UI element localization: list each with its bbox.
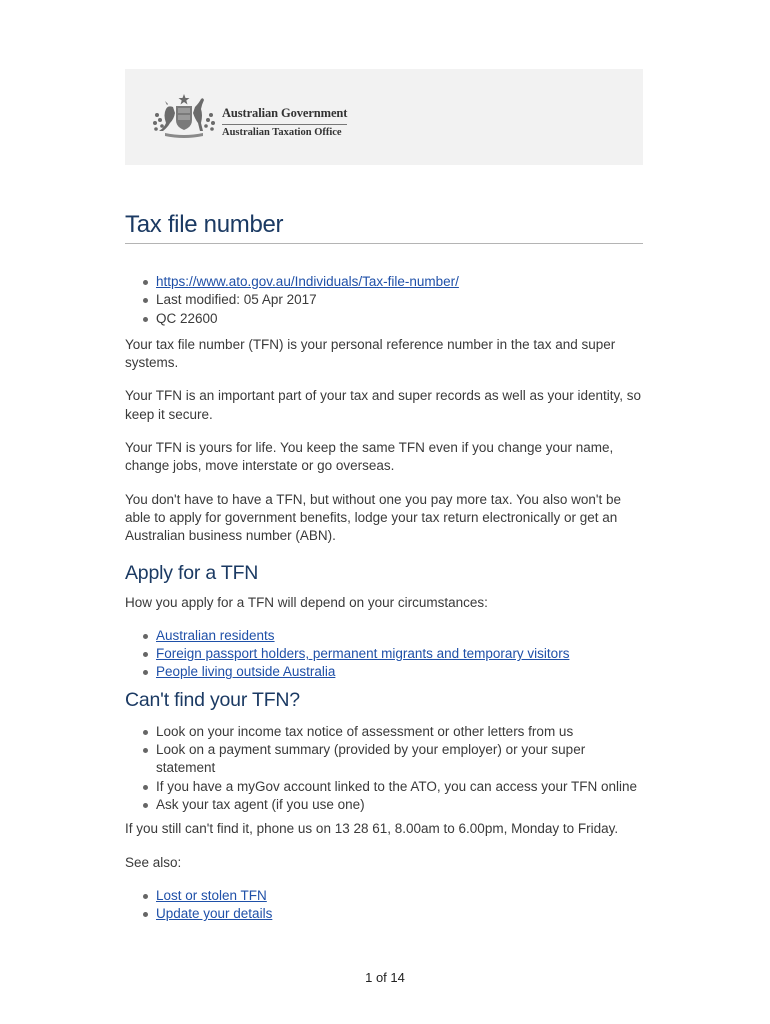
australian-residents-link[interactable]: Australian residents bbox=[156, 627, 275, 643]
page-number: 1 of 14 bbox=[365, 970, 405, 985]
agency-banner bbox=[125, 69, 643, 165]
update-details-link[interactable]: Update your details bbox=[156, 906, 273, 922]
list-item: If you have a myGov account linked to the ATO, you can access your TFN online bbox=[125, 778, 643, 796]
office-name: Australian Taxation Office bbox=[222, 127, 342, 138]
source-url-link[interactable]: https://www.ato.gov.au/Individuals/Tax-file-number/ bbox=[156, 274, 459, 289]
apply-links-list bbox=[125, 627, 643, 682]
foreign-passport-holders-link[interactable]: Foreign passport holders, permanent migrants and temporary visitors bbox=[156, 646, 570, 662]
living-outside-australia-link[interactable]: People living outside Australia bbox=[156, 664, 336, 680]
list-item bbox=[125, 887, 643, 905]
list-item bbox=[125, 627, 643, 645]
agency-divider bbox=[222, 124, 347, 125]
meta-qc-item: QC 22600 bbox=[125, 310, 643, 328]
meta-list bbox=[125, 273, 643, 328]
find-tips-list bbox=[125, 723, 643, 814]
intro-paragraph: Your TFN is an important part of your tax and super records as well as your identity, so keep it secure. bbox=[125, 388, 641, 422]
lost-stolen-tfn-link[interactable]: Lost or stolen TFN bbox=[156, 887, 267, 903]
find-heading: Can't find your TFN? bbox=[125, 688, 300, 711]
meta-modified-item: Last modified: 05 Apr 2017 bbox=[125, 291, 643, 309]
intro-paragraph: Your tax file number (TFN) is your personal reference number in the tax and super systems. bbox=[125, 336, 616, 371]
coat-of-arms-icon bbox=[151, 93, 217, 139]
apply-heading: Apply for a TFN bbox=[125, 561, 259, 584]
document-page bbox=[125, 69, 643, 923]
intro-paragraph: Your TFN is yours for life. You keep the same TFN even if you change your name, change jobs, move interstate or go overseas. bbox=[125, 440, 614, 474]
list-item bbox=[125, 645, 643, 663]
page-title: Tax file number bbox=[125, 210, 643, 244]
agency-name bbox=[222, 106, 347, 138]
list-item bbox=[125, 905, 643, 923]
meta-url-item bbox=[125, 273, 643, 291]
list-item: Look on a payment summary (provided by your employer) or your super statement bbox=[125, 741, 643, 778]
apply-lead: How you apply for a TFN will depend on your circumstances: bbox=[125, 594, 488, 610]
list-item: Look on your income tax notice of assessment or other letters from us bbox=[125, 723, 643, 741]
list-item: Ask your tax agent (if you use one) bbox=[125, 796, 643, 814]
government-name: Australian Government bbox=[222, 106, 348, 120]
phone-paragraph: If you still can't find it, phone us on 13 28 61, 8.00am to 6.00pm, Monday to Friday. bbox=[125, 821, 619, 837]
see-also-label: See also: bbox=[125, 854, 182, 870]
intro-paragraph: You don't have to have a TFN, but without one you pay more tax. You also won't be able to apply for government benefits, lodge your tax return electronically or get an Australian business number (ABN). bbox=[125, 491, 621, 544]
list-item bbox=[125, 663, 643, 681]
see-also-list bbox=[125, 887, 643, 924]
